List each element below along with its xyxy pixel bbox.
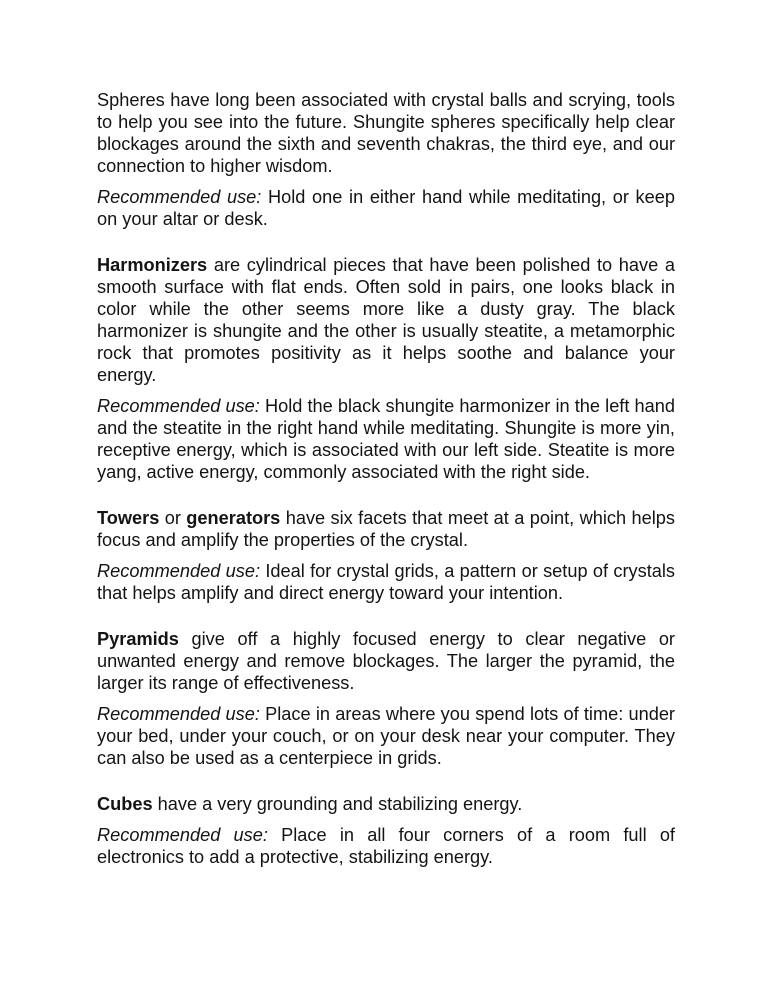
section-divider-space (97, 769, 675, 793)
recommended-use-label: Recommended use: (97, 187, 262, 207)
spheres-text: Spheres have long been associated with crystal balls and scrying, tools to help you see into the future. Shungite spheres specifically help clear blockages around the sixth and seventh chakras, the third eye, and our connection to higher wisdom. (97, 90, 675, 176)
pyramids-recommended-use (97, 703, 675, 769)
cubes-term: Cubes (97, 794, 153, 814)
cubes-paragraph (97, 793, 675, 815)
recommended-use-text: Hold the black shungite harmonizer in the left hand and the steatite in the right hand while meditating. Shungite is more yin, receptive energy, which is associated with our left side. Steatite is more yang, active energy, commonly associated with the right side. (97, 396, 675, 482)
generators-term: generators (186, 508, 281, 528)
towers-connector: or (159, 508, 187, 528)
section-divider-space (97, 230, 675, 254)
recommended-use-label: Recommended use: (97, 704, 260, 724)
recommended-use-text: Ideal for crystal grids, a pattern or setup of crystals that helps amplify and direct energy toward your intention. (97, 561, 675, 603)
harmonizers-recommended-use (97, 395, 675, 483)
recommended-use-label: Recommended use: (97, 825, 268, 845)
recommended-use-text: Hold one in either hand while meditating, or keep on your altar or desk. (97, 187, 675, 229)
towers-paragraph (97, 507, 675, 551)
pyramids-text: give off a highly focused energy to clear negative or unwanted energy and remove blockages. The larger the pyramid, the larger its range of effectiveness. (97, 629, 675, 693)
section-divider-space (97, 483, 675, 507)
recommended-use-text: Place in areas where you spend lots of time: under your bed, under your couch, or on your desk near your computer. They can also be used as a centerpiece in grids. (97, 704, 675, 768)
harmonizers-paragraph (97, 254, 675, 386)
towers-term: Towers (97, 508, 160, 528)
towers-text: have six facets that meet at a point, which helps focus and amplify the properties of the crystal. (97, 508, 675, 550)
spheres-paragraph (97, 89, 675, 177)
section-divider-space (97, 604, 675, 628)
pyramids-paragraph (97, 628, 675, 694)
towers-recommended-use (97, 560, 675, 604)
harmonizers-text: are cylindrical pieces that have been polished to have a smooth surface with flat ends. Often sold in pairs, one looks black in color while the other seems more like a dusty gray. The black harmonizer is shungite and the other is usually steatite, a metamorphic rock that promotes positivity as it helps soothe and balance your energy. (97, 255, 675, 385)
recommended-use-label: Recommended use: (97, 396, 260, 416)
spheres-recommended-use (97, 186, 675, 230)
cubes-recommended-use (97, 824, 675, 868)
recommended-use-label: Recommended use: (97, 561, 261, 581)
harmonizers-term: Harmonizers (97, 255, 208, 275)
document-page (97, 89, 675, 868)
cubes-text: have a very grounding and stabilizing energy. (152, 794, 523, 814)
recommended-use-text: Place in all four corners of a room full of electronics to add a protective, stabilizing energy. (97, 825, 675, 867)
pyramids-term: Pyramids (97, 629, 179, 649)
